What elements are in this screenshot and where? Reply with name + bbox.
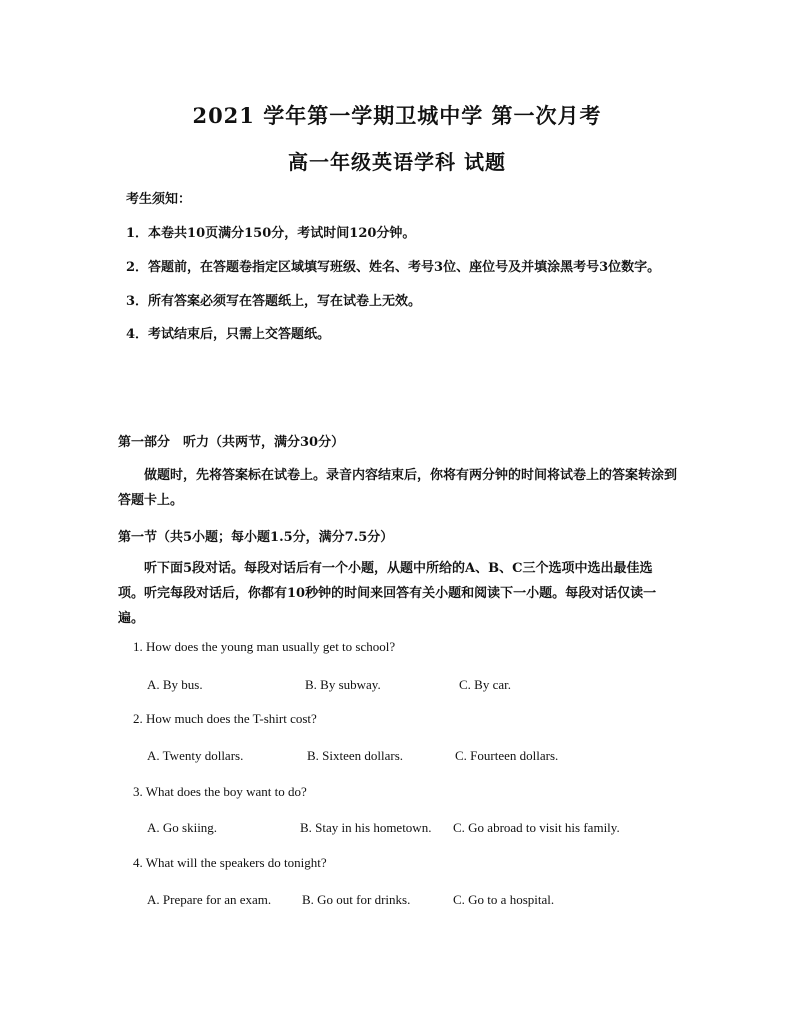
section1-instruction: 听下面5段对话。每段对话后有一个小题，从题中所给的A、B、C三个选项中选出最佳选项。听完每段对话后，你都有10秒钟的时间来回答有关小题和阅读下一小题。每段对话仅读一遍。 — [118, 561, 657, 626]
page-title: 2021 学年第一学期卫城中学 第一次月考 — [192, 103, 602, 128]
option-c: C. Go to a hospital. — [453, 892, 555, 907]
option-b: B. By subway. — [305, 677, 381, 692]
option-b: B. Stay in his hometown. — [300, 820, 432, 835]
option-c: C. Fourteen dollars. — [455, 748, 559, 763]
notice-item: 4．考试结束后，只需上交答题纸。 — [126, 327, 331, 342]
option-a: A. Prepare for an exam. — [147, 892, 272, 907]
part1-instruction: 做题时，先将答案标在试卷上。录音内容结束后，你将有两分钟的时间将试卷上的答案转涂到答题卡上。 — [118, 468, 678, 508]
notice-item: 2．答题前，在答题卷指定区域填写班级、姓名、考号3位、座位号及并填涂黑考号3位数字。 — [126, 260, 661, 275]
question-stem: 2. How much does the T-shirt cost? — [133, 711, 317, 726]
option-b: B. Sixteen dollars. — [307, 748, 404, 763]
option-b: B. Go out for drinks. — [302, 892, 411, 907]
page-subtitle: 高一年级英语学科 试题 — [288, 150, 506, 174]
section1-heading: 第一节（共5小题；每小题1.5分，满分7.5分） — [118, 530, 394, 545]
question-stem: 4. What will the speakers do tonight? — [133, 855, 327, 870]
part1-heading: 第一部分 听力（共两节，满分30分） — [118, 435, 345, 450]
option-c: C. Go abroad to visit his family. — [453, 820, 620, 835]
option-c: C. By car. — [459, 677, 511, 692]
option-a: A. By bus. — [147, 677, 203, 692]
notice-item: 3．所有答案必须写在答题纸上，写在试卷上无效。 — [126, 294, 422, 309]
notice-heading: 考生须知： — [126, 192, 192, 207]
option-a: A. Go skiing. — [147, 820, 218, 835]
question-stem: 3. What does the boy want to do? — [133, 784, 307, 799]
option-a: A. Twenty dollars. — [147, 748, 244, 763]
notice-item: 1．本卷共10页满分150分，考试时间120分钟。 — [126, 226, 416, 241]
question-stem: 1. How does the young man usually get to school? — [133, 639, 396, 654]
